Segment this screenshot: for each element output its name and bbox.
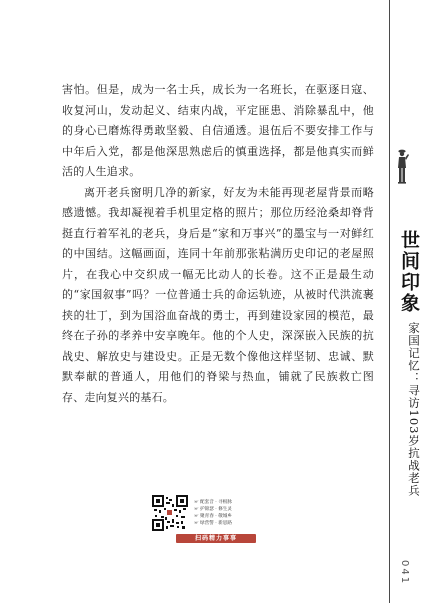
section-title: 世间印象 bbox=[398, 230, 420, 314]
saluting-soldier-icon bbox=[396, 148, 410, 184]
body-paragraph: 离开老兵窗明几净的新家，好友为未能再现老屋背景而略感遗憾。我却凝视着手机里定格的照片；那位历经沧桑却脊背挺直行着军礼的老兵，身后是“家和万事兴”的墨宝与一对鲜红的中国结。这幅画面，连同十年前那张粘满历史印记的老屋照片，在我心中交织成一幅无比动人的长卷。这不正是最生动的“家国叙事”吗？一位普通士兵的命运轨迹，从被时代洪流裹挟的壮丁，到为国浴血奋战的勇士，再到建设家园的模范，最终在子孙的孝养中安享晚年。他的个人史，深深嵌入民族的抗战史、解放史与建设史。正是无数个像他这样坚韧、忠诚、默默奉献的普通人，用他们的脊梁与热血，铺就了民族救亡图存、走向复兴的基石。 bbox=[62, 185, 374, 404]
page-number: 041 bbox=[399, 560, 410, 586]
qr-feature-list bbox=[194, 500, 232, 527]
series-title: 家国记忆：寻访103岁抗战老兵 bbox=[407, 322, 421, 497]
qr-feature-item: ☞ 配套音 · 寻根脉 bbox=[194, 499, 232, 505]
qr-block bbox=[152, 492, 274, 534]
qr-feature-item: ☞ 聚青春 · 敬城乡 bbox=[194, 513, 232, 519]
qr-code[interactable] bbox=[152, 495, 188, 531]
qr-feature-item: ☞ 护锦瑟 · 修生灵 bbox=[194, 506, 232, 512]
qr-feature-item: ☞ 绿营警 · 新思路 bbox=[194, 520, 232, 526]
qr-banner: 扫码精力事事 bbox=[176, 534, 256, 543]
sidebar-rule bbox=[389, 0, 390, 603]
body-paragraph: 害怕。但是，成为一名士兵，成长为一名班长，在驱逐日寇、收复河山，发动起义、结束内战，平定匪患、消除暴乱中，他的身心已磨炼得勇敢坚毅、自信通透。退伍后不要安排工作与中年后入党，都是他深思熟虑后的慎重选择，都是他真实而鲜活的人生追求。 bbox=[62, 83, 374, 178]
body-text bbox=[62, 80, 374, 408]
